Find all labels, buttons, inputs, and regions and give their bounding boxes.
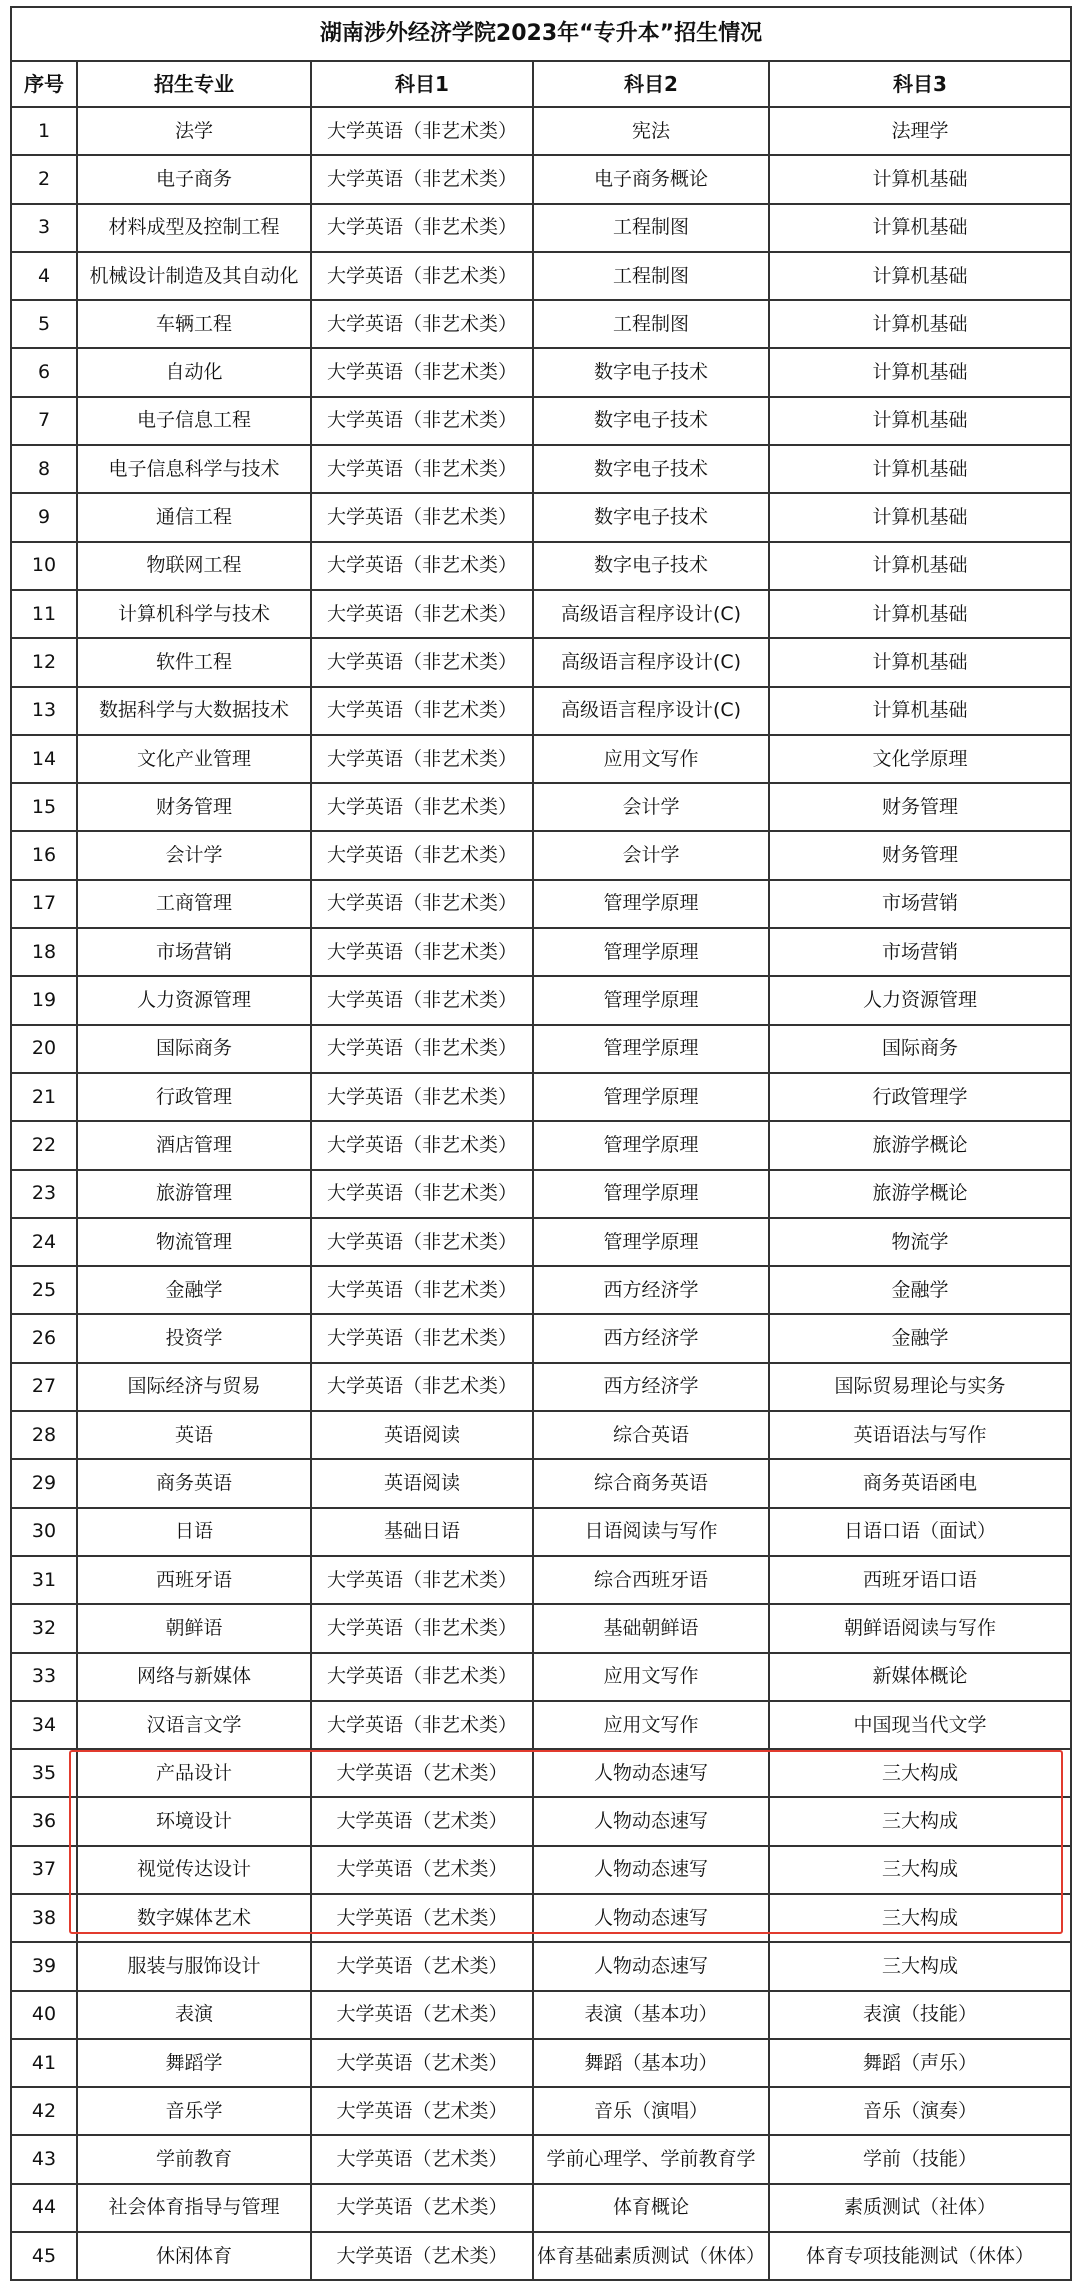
cell-subject-3: 金融学: [769, 1266, 1071, 1314]
cell-index: 37: [11, 1846, 77, 1894]
cell-subject-3: 商务英语函电: [769, 1459, 1071, 1507]
cell-subject-1: 大学英语（非艺术类）: [311, 397, 533, 445]
cell-major: 产品设计: [77, 1749, 311, 1797]
table-row: [11, 397, 1071, 445]
cell-subject-2: 日语阅读与写作: [533, 1508, 769, 1556]
cell-index: 28: [11, 1411, 77, 1459]
cell-major: 音乐学: [77, 2087, 311, 2135]
cell-major: 材料成型及控制工程: [77, 204, 311, 252]
table-row: [11, 1411, 1071, 1459]
cell-major: 电子信息科学与技术: [77, 445, 311, 493]
cell-subject-1: 大学英语（非艺术类）: [311, 928, 533, 976]
table-row: [11, 252, 1071, 300]
cell-subject-1: 大学英语（非艺术类）: [311, 1556, 533, 1604]
cell-subject-3: 三大构成: [769, 1797, 1071, 1845]
cell-subject-1: 大学英语（非艺术类）: [311, 204, 533, 252]
cell-major: 物联网工程: [77, 542, 311, 590]
cell-subject-3: 旅游学概论: [769, 1170, 1071, 1218]
cell-major: 环境设计: [77, 1797, 311, 1845]
cell-index: 38: [11, 1894, 77, 1942]
cell-index: 11: [11, 590, 77, 638]
cell-subject-1: 大学英语（艺术类）: [311, 1991, 533, 2039]
cell-subject-2: 体育基础素质测试（休体）: [533, 2232, 769, 2280]
table-row: [11, 1894, 1071, 1942]
table-row: [11, 1797, 1071, 1845]
cell-subject-2: 工程制图: [533, 300, 769, 348]
table-row: [11, 204, 1071, 252]
cell-subject-1: 大学英语（非艺术类）: [311, 252, 533, 300]
table-row: [11, 1846, 1071, 1894]
cell-index: 13: [11, 687, 77, 735]
cell-major: 国际经济与贸易: [77, 1363, 311, 1411]
cell-index: 45: [11, 2232, 77, 2280]
cell-subject-1: 英语阅读: [311, 1411, 533, 1459]
cell-subject-2: 综合商务英语: [533, 1459, 769, 1507]
cell-index: 18: [11, 928, 77, 976]
table-row: [11, 1170, 1071, 1218]
cell-index: 17: [11, 880, 77, 928]
table-row: [11, 1073, 1071, 1121]
cell-major: 英语: [77, 1411, 311, 1459]
table-row: [11, 976, 1071, 1024]
table-row: [11, 928, 1071, 976]
cell-index: 20: [11, 1025, 77, 1073]
cell-subject-1: 大学英语（非艺术类）: [311, 1653, 533, 1701]
admission-table: [10, 6, 1072, 2281]
cell-subject-2: 音乐（演唱）: [533, 2087, 769, 2135]
cell-subject-2: 会计学: [533, 783, 769, 831]
cell-index: 35: [11, 1749, 77, 1797]
cell-major: 计算机科学与技术: [77, 590, 311, 638]
header-subject-2: 科目2: [533, 61, 769, 107]
cell-subject-2: 人物动态速写: [533, 1846, 769, 1894]
cell-subject-3: 计算机基础: [769, 300, 1071, 348]
cell-subject-2: 人物动态速写: [533, 1797, 769, 1845]
cell-subject-2: 体育概论: [533, 2184, 769, 2232]
cell-subject-1: 大学英语（非艺术类）: [311, 300, 533, 348]
table-row: [11, 1653, 1071, 1701]
cell-major: 物流管理: [77, 1218, 311, 1266]
cell-subject-3: 计算机基础: [769, 155, 1071, 203]
cell-major: 工商管理: [77, 880, 311, 928]
cell-major: 投资学: [77, 1314, 311, 1362]
cell-subject-2: 管理学原理: [533, 976, 769, 1024]
table-row: [11, 2087, 1071, 2135]
cell-subject-1: 大学英语（艺术类）: [311, 2135, 533, 2183]
table-row: [11, 493, 1071, 541]
cell-major: 软件工程: [77, 638, 311, 686]
table-row: [11, 2232, 1071, 2280]
cell-subject-3: 行政管理学: [769, 1073, 1071, 1121]
cell-subject-2: 西方经济学: [533, 1314, 769, 1362]
cell-index: 4: [11, 252, 77, 300]
cell-subject-2: 数字电子技术: [533, 397, 769, 445]
cell-subject-1: 大学英语（非艺术类）: [311, 880, 533, 928]
cell-major: 数字媒体艺术: [77, 1894, 311, 1942]
cell-subject-2: 高级语言程序设计(C): [533, 638, 769, 686]
cell-major: 财务管理: [77, 783, 311, 831]
cell-subject-1: 英语阅读: [311, 1459, 533, 1507]
cell-subject-2: 电子商务概论: [533, 155, 769, 203]
cell-major: 视觉传达设计: [77, 1846, 311, 1894]
table-row: [11, 831, 1071, 879]
cell-index: 32: [11, 1604, 77, 1652]
cell-major: 电子商务: [77, 155, 311, 203]
cell-index: 26: [11, 1314, 77, 1362]
table-row: [11, 1556, 1071, 1604]
table-row: [11, 300, 1071, 348]
cell-major: 机械设计制造及其自动化: [77, 252, 311, 300]
cell-subject-1: 大学英语（非艺术类）: [311, 590, 533, 638]
cell-major: 数据科学与大数据技术: [77, 687, 311, 735]
cell-subject-3: 计算机基础: [769, 204, 1071, 252]
cell-major: 日语: [77, 1508, 311, 1556]
cell-subject-3: 新媒体概论: [769, 1653, 1071, 1701]
cell-subject-2: 西方经济学: [533, 1266, 769, 1314]
table-row: [11, 1991, 1071, 2039]
cell-subject-1: 基础日语: [311, 1508, 533, 1556]
cell-subject-2: 西方经济学: [533, 1363, 769, 1411]
cell-index: 3: [11, 204, 77, 252]
cell-subject-3: 计算机基础: [769, 445, 1071, 493]
table-row: [11, 2039, 1071, 2087]
table-row: [11, 1459, 1071, 1507]
cell-subject-1: 大学英语（非艺术类）: [311, 1266, 533, 1314]
cell-subject-2: 工程制图: [533, 204, 769, 252]
cell-subject-2: 管理学原理: [533, 1218, 769, 1266]
cell-subject-2: 会计学: [533, 831, 769, 879]
cell-index: 40: [11, 1991, 77, 2039]
cell-major: 市场营销: [77, 928, 311, 976]
cell-index: 24: [11, 1218, 77, 1266]
cell-subject-2: 舞蹈（基本功）: [533, 2039, 769, 2087]
cell-major: 金融学: [77, 1266, 311, 1314]
admission-table-container: [10, 6, 1070, 2281]
cell-index: 23: [11, 1170, 77, 1218]
cell-subject-3: 表演（技能）: [769, 1991, 1071, 2039]
table-row: [11, 590, 1071, 638]
cell-index: 9: [11, 493, 77, 541]
cell-index: 16: [11, 831, 77, 879]
cell-major: 表演: [77, 1991, 311, 2039]
cell-index: 7: [11, 397, 77, 445]
cell-subject-3: 体育专项技能测试（休体）: [769, 2232, 1071, 2280]
cell-major: 学前教育: [77, 2135, 311, 2183]
cell-major: 法学: [77, 107, 311, 155]
cell-subject-2: 人物动态速写: [533, 1894, 769, 1942]
table-row: [11, 1701, 1071, 1749]
cell-subject-1: 大学英语（非艺术类）: [311, 493, 533, 541]
table-row: [11, 542, 1071, 590]
cell-index: 19: [11, 976, 77, 1024]
cell-index: 10: [11, 542, 77, 590]
table-row: [11, 687, 1071, 735]
table-row: [11, 1363, 1071, 1411]
table-row: [11, 1121, 1071, 1169]
cell-index: 43: [11, 2135, 77, 2183]
cell-subject-1: 大学英语（非艺术类）: [311, 445, 533, 493]
cell-subject-3: 计算机基础: [769, 348, 1071, 396]
cell-major: 人力资源管理: [77, 976, 311, 1024]
cell-subject-3: 计算机基础: [769, 687, 1071, 735]
cell-subject-2: 应用文写作: [533, 1701, 769, 1749]
cell-subject-3: 英语语法与写作: [769, 1411, 1071, 1459]
header-major: 招生专业: [77, 61, 311, 107]
cell-major: 电子信息工程: [77, 397, 311, 445]
cell-subject-3: 计算机基础: [769, 542, 1071, 590]
cell-subject-3: 计算机基础: [769, 590, 1071, 638]
cell-major: 服装与服饰设计: [77, 1942, 311, 1990]
cell-major: 社会体育指导与管理: [77, 2184, 311, 2232]
cell-subject-1: 大学英语（非艺术类）: [311, 831, 533, 879]
cell-major: 通信工程: [77, 493, 311, 541]
table-row: [11, 783, 1071, 831]
cell-subject-3: 西班牙语口语: [769, 1556, 1071, 1604]
cell-subject-2: 数字电子技术: [533, 542, 769, 590]
cell-subject-1: 大学英语（非艺术类）: [311, 1073, 533, 1121]
cell-subject-3: 物流学: [769, 1218, 1071, 1266]
cell-subject-3: 朝鲜语阅读与写作: [769, 1604, 1071, 1652]
table-row: [11, 1604, 1071, 1652]
cell-subject-2: 数字电子技术: [533, 348, 769, 396]
table-row: [11, 1025, 1071, 1073]
cell-subject-3: 日语口语（面试）: [769, 1508, 1071, 1556]
cell-subject-3: 学前（技能）: [769, 2135, 1071, 2183]
cell-index: 29: [11, 1459, 77, 1507]
table-row: [11, 348, 1071, 396]
cell-index: 25: [11, 1266, 77, 1314]
cell-subject-3: 旅游学概论: [769, 1121, 1071, 1169]
cell-subject-3: 中国现当代文学: [769, 1701, 1071, 1749]
cell-subject-2: 高级语言程序设计(C): [533, 687, 769, 735]
header-index: 序号: [11, 61, 77, 107]
cell-subject-2: 应用文写作: [533, 735, 769, 783]
cell-subject-1: 大学英语（非艺术类）: [311, 1121, 533, 1169]
table-row: [11, 1218, 1071, 1266]
cell-subject-1: 大学英语（艺术类）: [311, 2087, 533, 2135]
cell-subject-3: 市场营销: [769, 928, 1071, 976]
cell-major: 朝鲜语: [77, 1604, 311, 1652]
table-row: [11, 445, 1071, 493]
cell-major: 行政管理: [77, 1073, 311, 1121]
cell-index: 15: [11, 783, 77, 831]
cell-major: 网络与新媒体: [77, 1653, 311, 1701]
cell-subject-1: 大学英语（非艺术类）: [311, 1025, 533, 1073]
cell-major: 舞蹈学: [77, 2039, 311, 2087]
cell-subject-3: 国际商务: [769, 1025, 1071, 1073]
table-row: [11, 638, 1071, 686]
table-row: [11, 1266, 1071, 1314]
cell-subject-3: 人力资源管理: [769, 976, 1071, 1024]
cell-subject-2: 工程制图: [533, 252, 769, 300]
cell-subject-1: 大学英语（非艺术类）: [311, 1604, 533, 1652]
cell-subject-3: 三大构成: [769, 1749, 1071, 1797]
cell-major: 汉语言文学: [77, 1701, 311, 1749]
cell-subject-2: 管理学原理: [533, 928, 769, 976]
cell-subject-2: 综合西班牙语: [533, 1556, 769, 1604]
cell-subject-3: 计算机基础: [769, 397, 1071, 445]
cell-subject-1: 大学英语（艺术类）: [311, 1846, 533, 1894]
cell-index: 12: [11, 638, 77, 686]
cell-subject-2: 宪法: [533, 107, 769, 155]
cell-subject-1: 大学英语（非艺术类）: [311, 348, 533, 396]
cell-subject-2: 高级语言程序设计(C): [533, 590, 769, 638]
cell-subject-3: 财务管理: [769, 783, 1071, 831]
table-row: [11, 2135, 1071, 2183]
cell-subject-1: 大学英语（艺术类）: [311, 2232, 533, 2280]
cell-subject-2: 人物动态速写: [533, 1749, 769, 1797]
page-title: 湖南涉外经济学院2023年“专升本”招生情况: [11, 7, 1071, 61]
cell-subject-1: 大学英语（非艺术类）: [311, 1314, 533, 1362]
cell-subject-3: 金融学: [769, 1314, 1071, 1362]
cell-index: 33: [11, 1653, 77, 1701]
cell-subject-3: 财务管理: [769, 831, 1071, 879]
table-row: [11, 1749, 1071, 1797]
cell-index: 8: [11, 445, 77, 493]
cell-subject-2: 表演（基本功）: [533, 1991, 769, 2039]
cell-subject-2: 管理学原理: [533, 880, 769, 928]
cell-major: 自动化: [77, 348, 311, 396]
cell-subject-2: 应用文写作: [533, 1653, 769, 1701]
cell-index: 44: [11, 2184, 77, 2232]
cell-subject-3: 舞蹈（声乐）: [769, 2039, 1071, 2087]
cell-subject-1: 大学英语（非艺术类）: [311, 1363, 533, 1411]
cell-subject-1: 大学英语（非艺术类）: [311, 687, 533, 735]
cell-subject-3: 计算机基础: [769, 638, 1071, 686]
cell-subject-1: 大学英语（艺术类）: [311, 2039, 533, 2087]
cell-index: 34: [11, 1701, 77, 1749]
table-header-row: [11, 61, 1071, 107]
table-row: [11, 1314, 1071, 1362]
cell-subject-2: 人物动态速写: [533, 1942, 769, 1990]
cell-subject-1: 大学英语（非艺术类）: [311, 542, 533, 590]
cell-subject-1: 大学英语（非艺术类）: [311, 107, 533, 155]
cell-major: 国际商务: [77, 1025, 311, 1073]
cell-major: 文化产业管理: [77, 735, 311, 783]
cell-subject-1: 大学英语（非艺术类）: [311, 638, 533, 686]
cell-subject-1: 大学英语（艺术类）: [311, 1942, 533, 1990]
cell-subject-1: 大学英语（非艺术类）: [311, 1218, 533, 1266]
cell-subject-3: 三大构成: [769, 1846, 1071, 1894]
header-subject-1: 科目1: [311, 61, 533, 107]
cell-index: 39: [11, 1942, 77, 1990]
cell-major: 西班牙语: [77, 1556, 311, 1604]
cell-subject-3: 市场营销: [769, 880, 1071, 928]
cell-subject-2: 管理学原理: [533, 1170, 769, 1218]
header-subject-3: 科目3: [769, 61, 1071, 107]
cell-subject-3: 三大构成: [769, 1942, 1071, 1990]
cell-index: 22: [11, 1121, 77, 1169]
cell-index: 41: [11, 2039, 77, 2087]
cell-major: 车辆工程: [77, 300, 311, 348]
cell-subject-1: 大学英语（艺术类）: [311, 1749, 533, 1797]
cell-major: 商务英语: [77, 1459, 311, 1507]
cell-index: 1: [11, 107, 77, 155]
cell-subject-3: 国际贸易理论与实务: [769, 1363, 1071, 1411]
cell-subject-3: 素质测试（社体）: [769, 2184, 1071, 2232]
cell-subject-2: 管理学原理: [533, 1025, 769, 1073]
table-row: [11, 1508, 1071, 1556]
cell-index: 42: [11, 2087, 77, 2135]
cell-subject-2: 数字电子技术: [533, 445, 769, 493]
cell-subject-1: 大学英语（非艺术类）: [311, 1701, 533, 1749]
cell-major: 休闲体育: [77, 2232, 311, 2280]
cell-index: 36: [11, 1797, 77, 1845]
cell-subject-2: 管理学原理: [533, 1073, 769, 1121]
table-row: [11, 1942, 1071, 1990]
cell-index: 31: [11, 1556, 77, 1604]
cell-subject-3: 文化学原理: [769, 735, 1071, 783]
cell-subject-2: 管理学原理: [533, 1121, 769, 1169]
table-row: [11, 2184, 1071, 2232]
table-title-row: [11, 7, 1071, 61]
cell-subject-1: 大学英语（非艺术类）: [311, 976, 533, 1024]
cell-subject-3: 音乐（演奏）: [769, 2087, 1071, 2135]
cell-major: 旅游管理: [77, 1170, 311, 1218]
cell-subject-1: 大学英语（艺术类）: [311, 1894, 533, 1942]
cell-index: 2: [11, 155, 77, 203]
cell-index: 6: [11, 348, 77, 396]
cell-index: 21: [11, 1073, 77, 1121]
cell-subject-3: 三大构成: [769, 1894, 1071, 1942]
cell-subject-2: 基础朝鲜语: [533, 1604, 769, 1652]
cell-index: 14: [11, 735, 77, 783]
cell-subject-3: 计算机基础: [769, 493, 1071, 541]
cell-index: 5: [11, 300, 77, 348]
table-row: [11, 107, 1071, 155]
cell-subject-1: 大学英语（非艺术类）: [311, 155, 533, 203]
cell-major: 会计学: [77, 831, 311, 879]
cell-subject-1: 大学英语（非艺术类）: [311, 1170, 533, 1218]
table-row: [11, 155, 1071, 203]
cell-subject-3: 计算机基础: [769, 252, 1071, 300]
cell-major: 酒店管理: [77, 1121, 311, 1169]
cell-subject-1: 大学英语（非艺术类）: [311, 783, 533, 831]
cell-subject-2: 数字电子技术: [533, 493, 769, 541]
cell-subject-3: 法理学: [769, 107, 1071, 155]
cell-subject-2: 学前心理学、学前教育学: [533, 2135, 769, 2183]
table-row: [11, 880, 1071, 928]
cell-subject-1: 大学英语（非艺术类）: [311, 735, 533, 783]
cell-subject-1: 大学英语（艺术类）: [311, 1797, 533, 1845]
cell-index: 30: [11, 1508, 77, 1556]
cell-index: 27: [11, 1363, 77, 1411]
cell-subject-1: 大学英语（艺术类）: [311, 2184, 533, 2232]
table-row: [11, 735, 1071, 783]
cell-subject-2: 综合英语: [533, 1411, 769, 1459]
